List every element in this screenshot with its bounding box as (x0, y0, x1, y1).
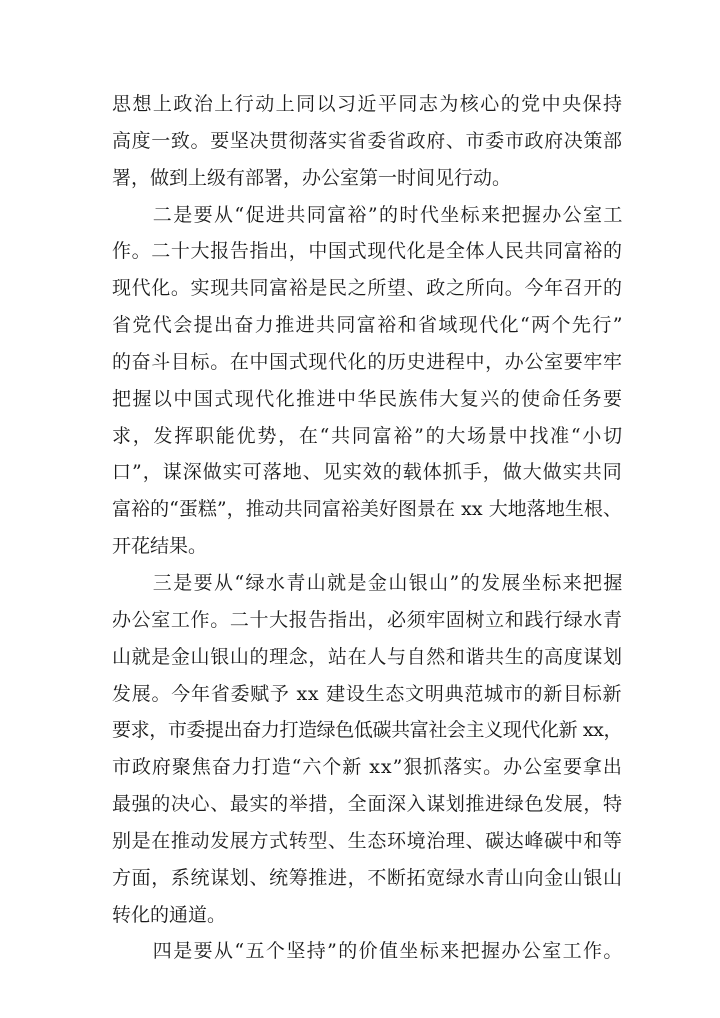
text-line: 别是在推动发展方式转型、生态环境治理、碳达峰碳中和等 (112, 829, 623, 852)
text-line: 要求，市委提出奋力打造绿色低碳共富社会主义现代化新 xx， (112, 719, 623, 742)
body-text (112, 86, 622, 970)
text-line: 求，发挥职能优势，在“共同富裕”的大场景中找准“小切 (112, 424, 624, 447)
text-line: 的奋斗目标。在中国式现代化的历史进程中，办公室要牢牢 (112, 350, 623, 373)
text-line: 署，做到上级有部署，办公室第一时间见行动。 (112, 166, 512, 189)
text-line: 二是要从“促进共同富裕”的时代坐标来把握办公室工 (112, 203, 624, 226)
text-line: 作。二十大报告指出，中国式现代化是全体人民共同富裕的 (112, 240, 623, 263)
text-line: 山就是金山银山的理念，站在人与自然和谐共生的高度谋划 (112, 645, 623, 668)
text-line: 市政府聚焦奋力打造“六个新 xx”狠抓落实。办公室要拿出 (112, 756, 623, 779)
text-line: 把握以中国式现代化推进中华民族伟大复兴的使命任务要 (112, 387, 624, 410)
text-line: 四是要从“五个坚持”的价值坐标来把握办公室工作。 (112, 940, 624, 963)
text-line: 最强的决心、最实的举措，全面深入谋划推进绿色发展，特 (112, 793, 623, 816)
text-line: 转化的通道。 (112, 903, 227, 926)
text-line: 办公室工作。二十大报告指出，必须牢固树立和践行绿水青 (112, 608, 623, 631)
text-line: 口”，谋深做实可落地、见实效的载体抓手，做大做实共同 (112, 461, 623, 484)
text-line: 现代化。实现共同富裕是民之所望、政之所向。今年召开的 (112, 277, 623, 300)
text-line: 省党代会提出奋力推进共同富裕和省域现代化“两个先行” (112, 314, 624, 337)
text-line: 思想上政治上行动上同以习近平同志为核心的党中央保持 (112, 93, 624, 115)
text-line: 高度一致。要坚决贯彻落实省委省政府、市委市政府决策部 (112, 129, 623, 152)
text-line: 富裕的“蛋糕”，推动共同富裕美好图景在 xx 大地落地生根、 (112, 498, 622, 521)
text-line: 开花结果。 (112, 535, 208, 558)
text-line: 方面，系统谋划、统筹推进，不断拓宽绿水青山向金山银山 (112, 866, 623, 889)
text-line: 发展。今年省委赋予 xx 建设生态文明典范城市的新目标新 (112, 682, 623, 705)
text-line: 三是要从“绿水青山就是金山银山”的发展坐标来把握 (112, 571, 624, 594)
